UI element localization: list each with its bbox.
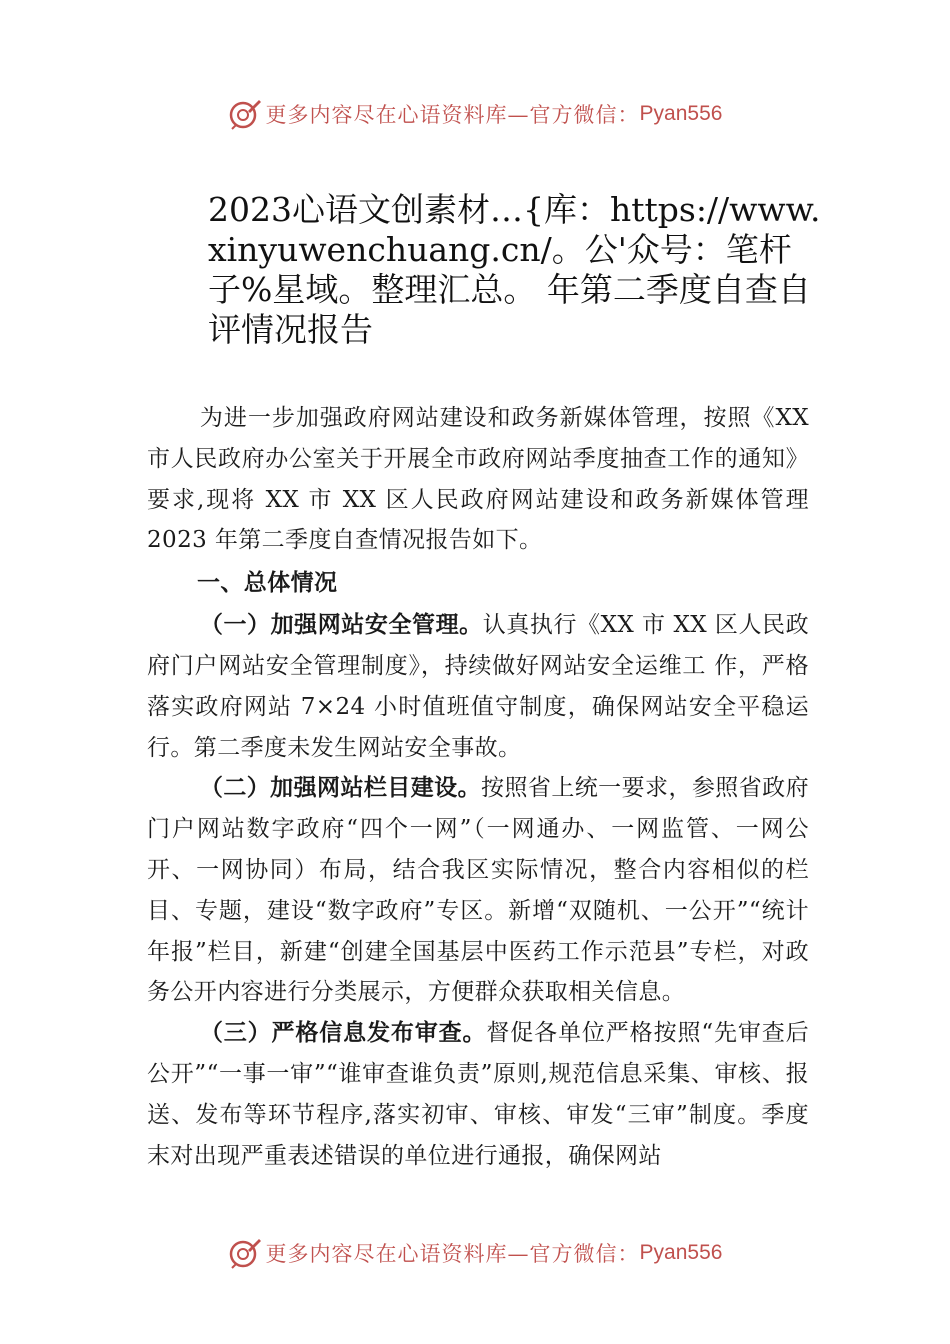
header-banner (0, 94, 950, 134)
footer-banner (0, 1233, 950, 1273)
document-title: 2023心语文创素材…{库：https://www.xinyuwenchuang.cn/。公'众号：笔杆子%星域。整理汇总。 年第二季度自查自评情况报告 (208, 190, 821, 349)
pen-logo-icon (228, 97, 262, 131)
paragraph-item-2 (147, 768, 809, 1013)
item-text: 认真执行《XX 市 XX 区人民政府门户网站安全管理制度》，持续做好网站安全运维工 作，严格落实政府网站 7×24 小时值班值守制度，确保网站安全平稳运行。第二季度未发生网站安全事故。 (147, 612, 809, 761)
item-text: 督促各单位严格按照“先审查后公开”“一事一审”“谁审查谁负责”原则,规范信息采集、审核、报送、发布等环节程序,落实初审、审核、审发“三审”制度。季度末对出现严重表述错误的单位进行通报，确保网站 (147, 1020, 809, 1169)
document-body (147, 398, 809, 1176)
item-lead: （三）严格信息发布审查。 (199, 1019, 487, 1047)
paragraph-item-3 (147, 1013, 809, 1176)
banner-text: 更多内容尽在心语资料库—官方微信： (265, 103, 640, 127)
intro-paragraph: 为进一步加强政府网站建设和政务新媒体管理，按照《XX 市人民政府办公室关于开展全市政府网站季度抽查工作的通知》要求,现将 XX 市 XX 区人民政府网站建设和政务新媒体管理 2023 年第二季度自查情况报告如下。 (147, 405, 809, 554)
paragraph-item-1 (147, 605, 809, 768)
item-lead: （一）加强网站安全管理。 (199, 611, 483, 639)
item-text: 按照省上统一要求，参照省政府门户网站数字政府“四个一网”（一网通办、一网监管、一网公开、一网协同）布局，结合我区实际情况，整合内容相似的栏目、专题，建设“数字政府”专区。新增“双随机、一公开”“统计年报”栏目，新建“创建全国基层中医药工作示范县”专栏，对政务公开内容进行分类展示，方便群众获取相关信息。 (147, 775, 809, 1006)
section-heading: 一、总体情况 (197, 570, 338, 597)
banner-text: 更多内容尽在心语资料库—官方微信： (265, 1242, 640, 1266)
item-lead: （二）加强网站栏目建设。 (199, 774, 482, 802)
banner-wechat-id: Pyan556 (639, 102, 723, 125)
banner-wechat-id: Pyan556 (639, 1241, 723, 1264)
pen-logo-icon (228, 1236, 262, 1270)
